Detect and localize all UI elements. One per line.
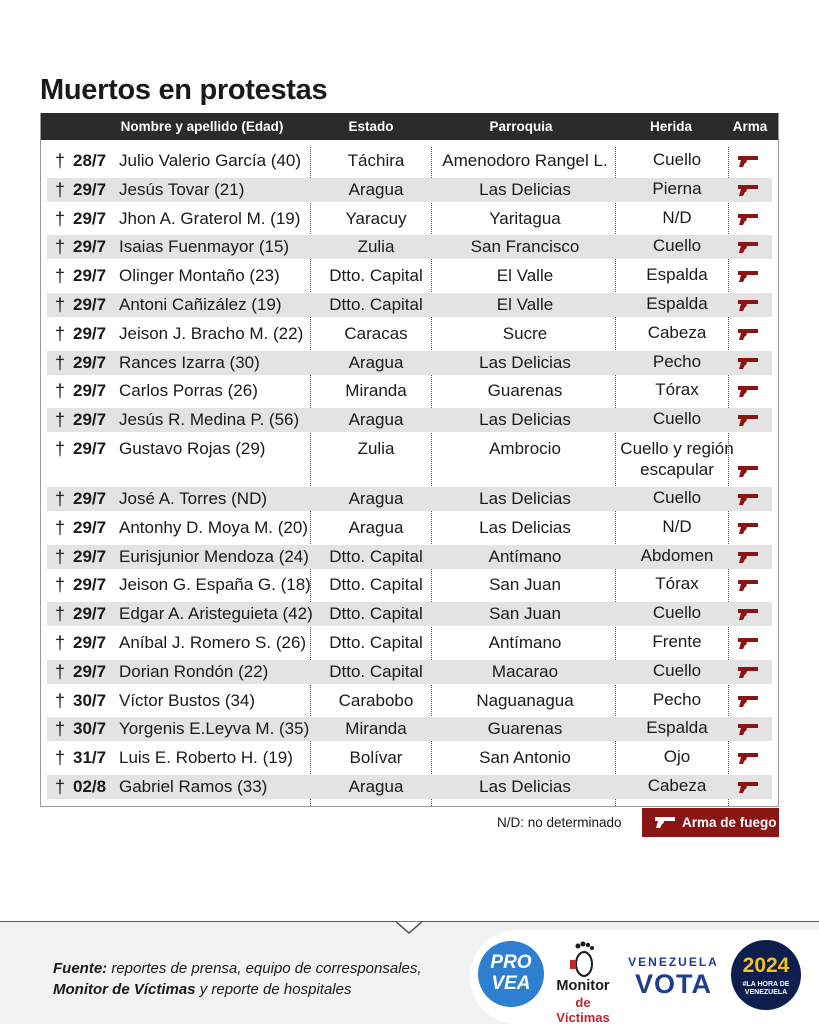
row-parroquia: Guarenas xyxy=(487,719,563,739)
row-date: 29/7 xyxy=(73,575,107,595)
death-cross-icon: † xyxy=(54,690,65,711)
source-label: Fuente: xyxy=(53,960,108,977)
row-estado: Dtto. Capital xyxy=(329,295,423,314)
row-name: Isaias Fuenmayor (15) xyxy=(119,237,290,257)
row-parroquia: Guarenas xyxy=(487,381,563,401)
table-row xyxy=(47,545,772,569)
legend-nd-note: N/D: no determinado xyxy=(497,815,622,830)
death-cross-icon: † xyxy=(54,266,65,287)
row-estado: Dtto. Capital xyxy=(329,604,423,624)
table-row xyxy=(47,264,772,288)
row-parroquia: San Juan xyxy=(489,604,561,624)
death-cross-icon: † xyxy=(54,439,65,459)
vv-logo-text: VENEZUELA xyxy=(628,955,719,969)
row-herida: Ojo xyxy=(663,747,691,767)
table-row xyxy=(47,689,772,713)
row-parroquia: Naguanagua xyxy=(476,690,574,710)
table-row xyxy=(47,207,772,231)
row-estado: Dtto. Capital xyxy=(329,633,423,652)
monitor-victimas-logo xyxy=(548,940,618,1024)
table-row xyxy=(47,437,772,483)
row-date: 29/7 xyxy=(73,604,107,624)
gun-icon xyxy=(737,413,759,427)
row-herida: Cuello xyxy=(652,150,702,169)
table-row xyxy=(47,408,772,432)
row-name: Jeison J. Bracho M. (22) xyxy=(119,323,304,343)
row-parroquia: San Juan xyxy=(489,575,561,595)
table-row xyxy=(47,660,772,684)
row-parroquia: San Antonio xyxy=(479,748,571,768)
row-estado: Zulia xyxy=(357,237,395,257)
row-name: Yorgenis E.Leyva M. (35) xyxy=(119,719,310,739)
gun-icon xyxy=(737,694,759,708)
row-date: 29/7 xyxy=(73,546,107,566)
gun-icon xyxy=(737,212,759,226)
row-date: 29/7 xyxy=(73,489,107,508)
row-estado: Aragua xyxy=(348,410,404,430)
la-hora-de-venezuela-logo xyxy=(731,940,801,1010)
gun-icon xyxy=(737,550,759,564)
table-row xyxy=(47,516,772,540)
row-parroquia: Las Delicias xyxy=(479,517,571,537)
row-estado: Bolívar xyxy=(349,748,403,768)
row-date: 29/7 xyxy=(73,237,107,257)
row-date: 29/7 xyxy=(73,517,107,537)
source-line-2: y reporte de hospitales xyxy=(195,981,352,998)
row-date: 29/7 xyxy=(73,295,107,314)
row-estado: Dtto. Capital xyxy=(329,546,423,566)
gun-icon xyxy=(737,154,759,168)
gun-icon xyxy=(737,183,759,197)
row-date: 29/7 xyxy=(73,179,107,199)
legend-weapon-label: Arma de fuego xyxy=(682,815,777,830)
row-parroquia: Antímano xyxy=(488,546,562,566)
table-row xyxy=(47,602,772,626)
row-parroquia: Las Delicias xyxy=(479,179,571,199)
row-parroquia: Las Delicias xyxy=(479,410,571,430)
gun-icon xyxy=(737,269,759,283)
row-name: Dorian Rondón (22) xyxy=(119,661,269,681)
row-herida: Pierna xyxy=(652,178,702,198)
source-monitor: Monitor de Víctimas xyxy=(53,981,196,998)
row-date: 28/7 xyxy=(73,151,107,170)
row-name: Luis E. Roberto H. (19) xyxy=(119,748,293,768)
table-row xyxy=(47,351,772,375)
death-cross-icon: † xyxy=(54,489,65,509)
gun-icon xyxy=(737,722,759,736)
row-name: Julio Valerio García (40) xyxy=(119,151,302,170)
gun-icon xyxy=(737,298,759,312)
row-herida: Cuello xyxy=(652,660,702,680)
death-cross-icon: † xyxy=(54,546,65,567)
table-row xyxy=(47,293,772,317)
table-row xyxy=(47,178,772,202)
row-parroquia: El Valle xyxy=(496,295,554,314)
column-header-herida: Herida xyxy=(649,119,693,134)
death-cross-icon: † xyxy=(54,777,65,797)
row-name: Jeison G. España G. (18) xyxy=(119,575,311,595)
death-cross-icon: † xyxy=(54,352,65,373)
death-cross-icon: † xyxy=(54,748,65,769)
death-cross-icon: † xyxy=(54,517,65,538)
gun-icon xyxy=(737,521,759,535)
hora-logo-text: #LA HORA DE VENEZUELA xyxy=(742,981,790,996)
table-row xyxy=(47,631,772,655)
table-row xyxy=(47,746,772,770)
gun-icon xyxy=(737,327,759,341)
death-cross-icon: † xyxy=(54,295,65,315)
row-parroquia: El Valle xyxy=(496,266,554,286)
gun-icon xyxy=(737,578,759,592)
row-herida: Espalda xyxy=(646,265,708,285)
row-name: Gustavo Rojas (29) xyxy=(119,439,266,458)
row-date: 29/7 xyxy=(73,410,107,430)
row-name: Eurisjunior Mendoza (24) xyxy=(119,546,309,566)
source-line-1: reportes de prensa, equipo de corresponsales, xyxy=(107,960,422,977)
gun-icon xyxy=(737,356,759,370)
row-date: 31/7 xyxy=(73,748,107,768)
row-name: Jesús Tovar (21) xyxy=(119,179,245,199)
row-name: Edgar A. Aristeguieta (42) xyxy=(119,604,313,624)
row-herida: Espalda xyxy=(646,718,708,738)
provea-logo-text: VEA xyxy=(491,973,531,994)
gun-icon xyxy=(737,492,759,506)
row-date: 29/7 xyxy=(73,208,107,228)
death-cross-icon: † xyxy=(54,323,65,344)
footer-notch xyxy=(396,921,422,935)
death-cross-icon: † xyxy=(54,633,65,653)
venezuela-vota-logo xyxy=(626,955,721,999)
row-parroquia: Yaritagua xyxy=(489,208,561,228)
row-herida: Cuello xyxy=(652,603,702,623)
death-cross-icon: † xyxy=(54,381,65,402)
table-header xyxy=(41,113,778,140)
death-cross-icon: † xyxy=(54,179,65,200)
row-estado: Dtto. Capital xyxy=(329,575,423,595)
row-date: 29/7 xyxy=(73,323,107,343)
row-parroquia: Amenodoro Rangel L. xyxy=(442,151,608,170)
row-name: Antoni Cañizález (19) xyxy=(119,295,282,314)
row-parroquia: Sucre xyxy=(502,323,548,343)
row-herida: Cuello xyxy=(652,409,702,429)
gun-icon xyxy=(654,815,676,829)
column-header-parroquia: Parroquia xyxy=(489,119,553,134)
table-row xyxy=(47,487,772,511)
row-herida: Espalda xyxy=(646,294,708,313)
row-herida: Cuello xyxy=(652,236,702,256)
row-estado: Caracas xyxy=(344,323,408,343)
row-herida: N/D xyxy=(662,207,692,227)
row-parroquia: Las Delicias xyxy=(479,777,571,796)
row-estado: Miranda xyxy=(345,381,407,401)
row-date: 30/7 xyxy=(73,719,107,739)
row-herida: Abdomen xyxy=(640,545,714,565)
row-estado: Aragua xyxy=(348,352,404,372)
table-row xyxy=(47,379,772,403)
row-date: 29/7 xyxy=(73,381,107,401)
row-name: Antonhy D. Moya M. (20) xyxy=(119,517,308,537)
row-herida: Frente xyxy=(652,632,702,651)
death-cross-icon: † xyxy=(54,208,65,229)
row-estado: Aragua xyxy=(348,489,404,508)
table-row xyxy=(47,573,772,597)
gun-icon xyxy=(737,636,759,650)
provea-logo-text: PRO xyxy=(490,952,532,973)
table-row xyxy=(47,775,772,799)
monitor-logo-subtext: de Víctimas xyxy=(556,995,610,1024)
gun-icon xyxy=(737,607,759,621)
row-herida: Cabeza xyxy=(647,776,707,795)
hora-logo-year: 2024 xyxy=(742,954,790,977)
gun-icon xyxy=(737,464,759,478)
row-estado: Miranda xyxy=(345,719,407,739)
death-cross-icon: † xyxy=(54,410,65,431)
row-date: 29/7 xyxy=(73,352,107,372)
vv-logo-subtext: VOTA xyxy=(635,969,712,999)
row-parroquia: Las Delicias xyxy=(479,489,571,508)
row-name: Carlos Porras (26) xyxy=(119,381,258,401)
gun-icon xyxy=(737,665,759,679)
source-note xyxy=(53,958,453,1000)
death-cross-icon: † xyxy=(54,237,65,258)
row-herida: Tórax xyxy=(655,380,699,400)
provea-logo xyxy=(478,941,544,1007)
row-name: Gabriel Ramos (33) xyxy=(119,777,268,796)
row-estado: Táchira xyxy=(347,151,405,170)
row-estado: Dtto. Capital xyxy=(329,661,423,681)
row-name: Jesús R. Medina P. (56) xyxy=(119,410,300,430)
death-cross-icon: † xyxy=(54,151,65,171)
row-estado: Aragua xyxy=(348,777,404,796)
row-estado: Yaracuy xyxy=(345,208,407,228)
row-herida: Cuello xyxy=(652,488,702,507)
footprint-icon xyxy=(568,940,598,978)
gun-icon xyxy=(737,751,759,765)
row-herida: Cuello y región escapular xyxy=(620,439,734,479)
row-date: 29/7 xyxy=(73,266,107,286)
row-parroquia: Antímano xyxy=(488,633,562,652)
row-name: Jhon A. Graterol M. (19) xyxy=(119,208,301,228)
row-date: 29/7 xyxy=(73,661,107,681)
monitor-logo-text: Monitor xyxy=(556,978,610,994)
column-header-arma: Arma xyxy=(732,119,768,134)
row-name: Víctor Bustos (34) xyxy=(119,690,256,710)
legend-weapon xyxy=(642,808,779,837)
row-name: Aníbal J. Romero S. (26) xyxy=(119,633,307,652)
page-title: Muertos en protestas xyxy=(40,74,328,106)
row-date: 02/8 xyxy=(73,777,107,796)
victims-table xyxy=(40,113,779,807)
row-date: 29/7 xyxy=(73,439,107,458)
row-estado: Aragua xyxy=(348,517,404,537)
row-name: Rances Izarra (30) xyxy=(119,352,260,372)
row-herida: Tórax xyxy=(655,574,699,594)
gun-icon xyxy=(737,384,759,398)
table-row xyxy=(47,235,772,259)
gun-icon xyxy=(737,780,759,794)
table-row xyxy=(47,149,772,173)
row-name: José A. Torres (ND) xyxy=(119,489,268,508)
row-estado: Zulia xyxy=(357,439,395,458)
row-parroquia: Macarao xyxy=(491,661,559,681)
row-parroquia: San Francisco xyxy=(470,237,580,257)
column-header-name: Nombre y apellido (Edad) xyxy=(120,119,284,134)
death-cross-icon: † xyxy=(54,719,65,740)
row-date: 29/7 xyxy=(73,633,107,652)
column-header-estado: Estado xyxy=(348,119,394,134)
death-cross-icon: † xyxy=(54,575,65,596)
table-row xyxy=(47,717,772,741)
row-herida: N/D xyxy=(662,516,692,536)
row-herida: Pecho xyxy=(652,689,702,709)
gun-icon xyxy=(737,240,759,254)
row-parroquia: Ambrocio xyxy=(489,439,561,458)
table-row xyxy=(47,322,772,346)
row-estado: Dtto. Capital xyxy=(329,266,423,286)
row-parroquia: Las Delicias xyxy=(479,352,571,372)
row-estado: Carabobo xyxy=(338,690,414,710)
row-estado: Aragua xyxy=(348,179,404,199)
row-herida: Pecho xyxy=(652,351,702,371)
row-name: Olinger Montaño (23) xyxy=(119,266,280,286)
death-cross-icon: † xyxy=(54,661,65,682)
row-herida: Cabeza xyxy=(647,322,707,342)
row-date: 30/7 xyxy=(73,690,107,710)
death-cross-icon: † xyxy=(54,604,65,625)
